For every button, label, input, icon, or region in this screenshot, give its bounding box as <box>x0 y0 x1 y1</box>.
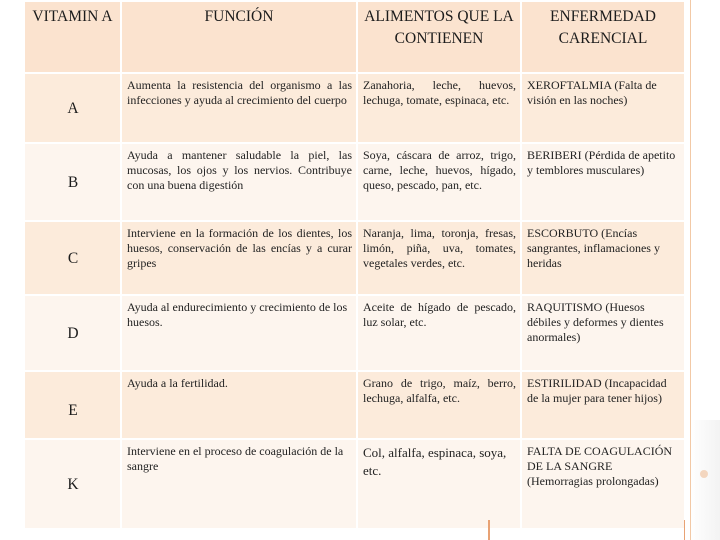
foods-cell: Aceite de hígado de pescado, luz solar, etc. <box>357 295 521 371</box>
slide-corner-shadow <box>690 420 720 540</box>
header-vitamin: VITAMIN A <box>24 1 121 73</box>
header-disease: ENFERMEDAD CARENCIAL <box>521 1 685 73</box>
decorative-dot <box>700 470 708 478</box>
function-cell: Interviene en la formación de los dientes, los huesos, conservación de las encías y a curar gripes <box>121 221 357 295</box>
disease-cell: FALTA DE COAGULACIÓN DE LA SANGRE (Hemorragias prolongadas) <box>521 439 685 529</box>
vitamin-cell: A <box>24 73 121 143</box>
function-cell: Ayuda al endurecimiento y crecimiento de los huesos. <box>121 295 357 371</box>
table-row <box>24 143 685 221</box>
function-cell: Aumenta la resistencia del organismo a las infecciones y ayuda al crecimiento del cuerpo <box>121 73 357 143</box>
header-foods: ALIMENTOS QUE LA CONTIENEN <box>357 1 521 73</box>
foods-cell: Col, alfalfa, espinaca, soya, etc. <box>357 439 521 529</box>
table-row <box>24 371 685 439</box>
table-row <box>24 221 685 295</box>
table-row <box>24 439 685 529</box>
table-row <box>24 73 685 143</box>
vitamin-cell: B <box>24 143 121 221</box>
foods-cell: Zanahoria, leche, huevos, lechuga, tomate, espinaca, etc. <box>357 73 521 143</box>
disease-cell: BERIBERI (Pérdida de apetito y temblores musculares) <box>521 143 685 221</box>
accent-line <box>690 0 691 540</box>
table-row <box>24 295 685 371</box>
accent-line <box>488 520 490 540</box>
vitamin-cell: E <box>24 371 121 439</box>
accent-line <box>684 520 685 540</box>
disease-cell: XEROFTALMIA (Falta de visión en las noches) <box>521 73 685 143</box>
vitamin-cell: K <box>24 439 121 529</box>
vitamin-cell: C <box>24 221 121 295</box>
function-cell: Ayuda a la fertilidad. <box>121 371 357 439</box>
function-cell: Interviene en el proceso de coagulación de la sangre <box>121 439 357 529</box>
vitamins-table <box>23 0 686 530</box>
function-cell: Ayuda a mantener saludable la piel, las mucosas, los ojos y los nervios. Contribuye con una buena digestión <box>121 143 357 221</box>
disease-cell: ESTIRILIDAD (Incapacidad de la mujer para tener hijos) <box>521 371 685 439</box>
foods-cell: Soya, cáscara de arroz, trigo, carne, leche, huevos, hígado, queso, pescado, pan, etc. <box>357 143 521 221</box>
disease-cell: RAQUITISMO (Huesos débiles y deformes y dientes anormales) <box>521 295 685 371</box>
foods-cell: Grano de trigo, maíz, berro, lechuga, alfalfa, etc. <box>357 371 521 439</box>
table-header-row <box>24 1 685 73</box>
header-function: FUNCIÓN <box>121 1 357 73</box>
foods-cell: Naranja, lima, toronja, fresas, limón, piña, uva, tomates, vegetales verdes, etc. <box>357 221 521 295</box>
vitamin-cell: D <box>24 295 121 371</box>
disease-cell: ESCORBUTO (Encías sangrantes, inflamaciones y heridas <box>521 221 685 295</box>
